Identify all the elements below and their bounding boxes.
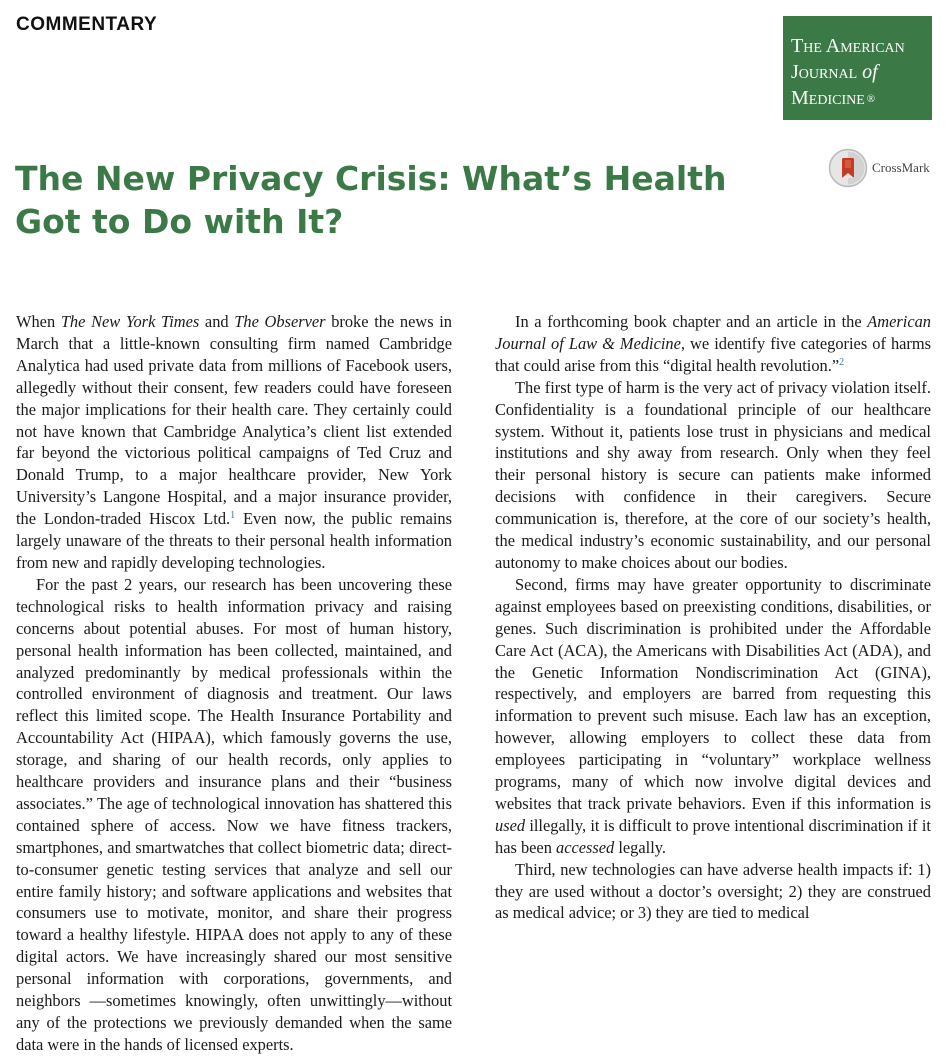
italic-text: American Journal of Law & Medicine [495,312,931,353]
text-run: illegally, it is difficult to prove intentional discrimination if it has been [495,815,931,857]
text-run: Third, new technologies can have adverse health impacts if: 1) they are used without a doctor’s oversight; 2) they are construed as medical advice; or 3) they are tied to medical [495,859,931,923]
text-run: The first type of harm is the very act of privacy violation itself. Confidentiality is a foundational principle of our healthcare system. Without it, patients lose trust in physicians and medical institutions and shy away from research. Only when they feel their personal history is secure can patients make informed decisions with confidence in their caregivers. Secure communication is, therefore, at the core of our society’s health, the medical industry’s economic sustainability, and our personal autonomy to make choices about our bodies. [495,377,931,572]
article-body-right-column [495,311,931,924]
text-run: and [199,312,235,331]
paragraph-2 [16,574,452,1056]
paragraph-5 [495,574,931,859]
journal-logo-line2: Journal [791,61,858,83]
journal-logo[interactable] [783,16,932,120]
article-title: The New Privacy Crisis: What’s Health Got to Do with It? [15,159,727,241]
crossmark-label: CrossMark [872,160,930,175]
text-run: legally. [614,837,666,857]
paragraph-4 [495,377,931,574]
journal-logo-line1: The American [791,35,905,57]
text-run: , we identify five categories of harms that could arise from this “digital health revolution.” [495,333,931,375]
journal-logo-line3: Medicine [791,87,865,109]
text-run: Even now, the public remains largely unaware of the threats to their personal health information from new and rapidly developing technologies. [16,509,452,572]
italic-text: The Observer [234,312,326,331]
reference-link[interactable]: 2 [839,356,845,368]
journal-logo-of: of [862,61,878,83]
section-label: COMMENTARY [16,14,158,35]
italic-text: The New York Times [60,312,200,331]
paragraph-3 [495,311,931,377]
paragraph-6 [495,859,931,925]
article-body-left-column [16,311,452,1056]
italic-text: accessed [556,837,615,857]
reference-link[interactable]: 1 [230,510,236,522]
crossmark-button[interactable] [828,148,930,188]
paragraph-1 [16,311,452,574]
text-run: Second, firms may have greater opportunity to discriminate against employees based on preexisting conditions, disabilities, or genes. Such discrimination is prohibited under the Affordable Care Act (ACA), the Americans with Disabilities Act (ADA), and the Genetic Information Nondiscrimination Act (GINA), respectively, and employers are barred from requesting this information to prevent such misuse. Each law has an exception, however, allowing employers to collect these data from employees participating in “voluntary” workplace wellness programs, many of which now involve digital devices and websites that track private behaviors. Even if this information is [495,574,931,813]
text-run: When [16,312,61,331]
crossmark-icon [828,148,868,188]
italic-text: used [495,815,526,835]
registered-mark: ® [866,93,876,105]
text-run: broke the news in March that a little-known consulting firm named Cambridge Analytica had used private data from millions of Facebook users, allegedly without their consent, few readers could have foreseen the major implications for their health care. They certainly could not have known that Cambridge Analytica’s client list extended far beyond the victorious political campaigns of Ted Cruz and Donald Trump, to a major healthcare provider, New York University’s Langone Hospital, and a major insurance provider, the London-traded Hiscox Ltd. [16,312,452,529]
text-run: In a forthcoming book chapter and an article in the [515,312,868,331]
text-run: For the past 2 years, our research has been uncovering these technological risks to health information privacy and raising concerns about potential abuses. For most of human history, personal health information has been collected, maintained, and analyzed predominantly by medical professionals within the controlled environment of diagnosis and treatment. Our laws reflect this limited scope. The Health Insurance Portability and Accountability Act (HIPAA), which famously governs the use, storage, and sharing of our health records, only applies to healthcare providers and insurance plans and their “business associates.” The age of technological innovation has shattered this contained sphere of access. Now we have fitness trackers, smartphones, and smartwatches that collect biometric data; direct-to-consumer genetic testing services that analyze and sell our entire family history; and software applications and websites that consumers use to motivate, monitor, and share their progress toward a healthy lifestyle. HIPAA does not apply to any of these digital actors. We have increasingly shared our most sensitive personal information with corporations, governments, and neighbors —sometimes knowingly, often unwittingly—without any of the protections we previously demanded when the same data were in the hands of licensed experts. [16,574,452,1054]
